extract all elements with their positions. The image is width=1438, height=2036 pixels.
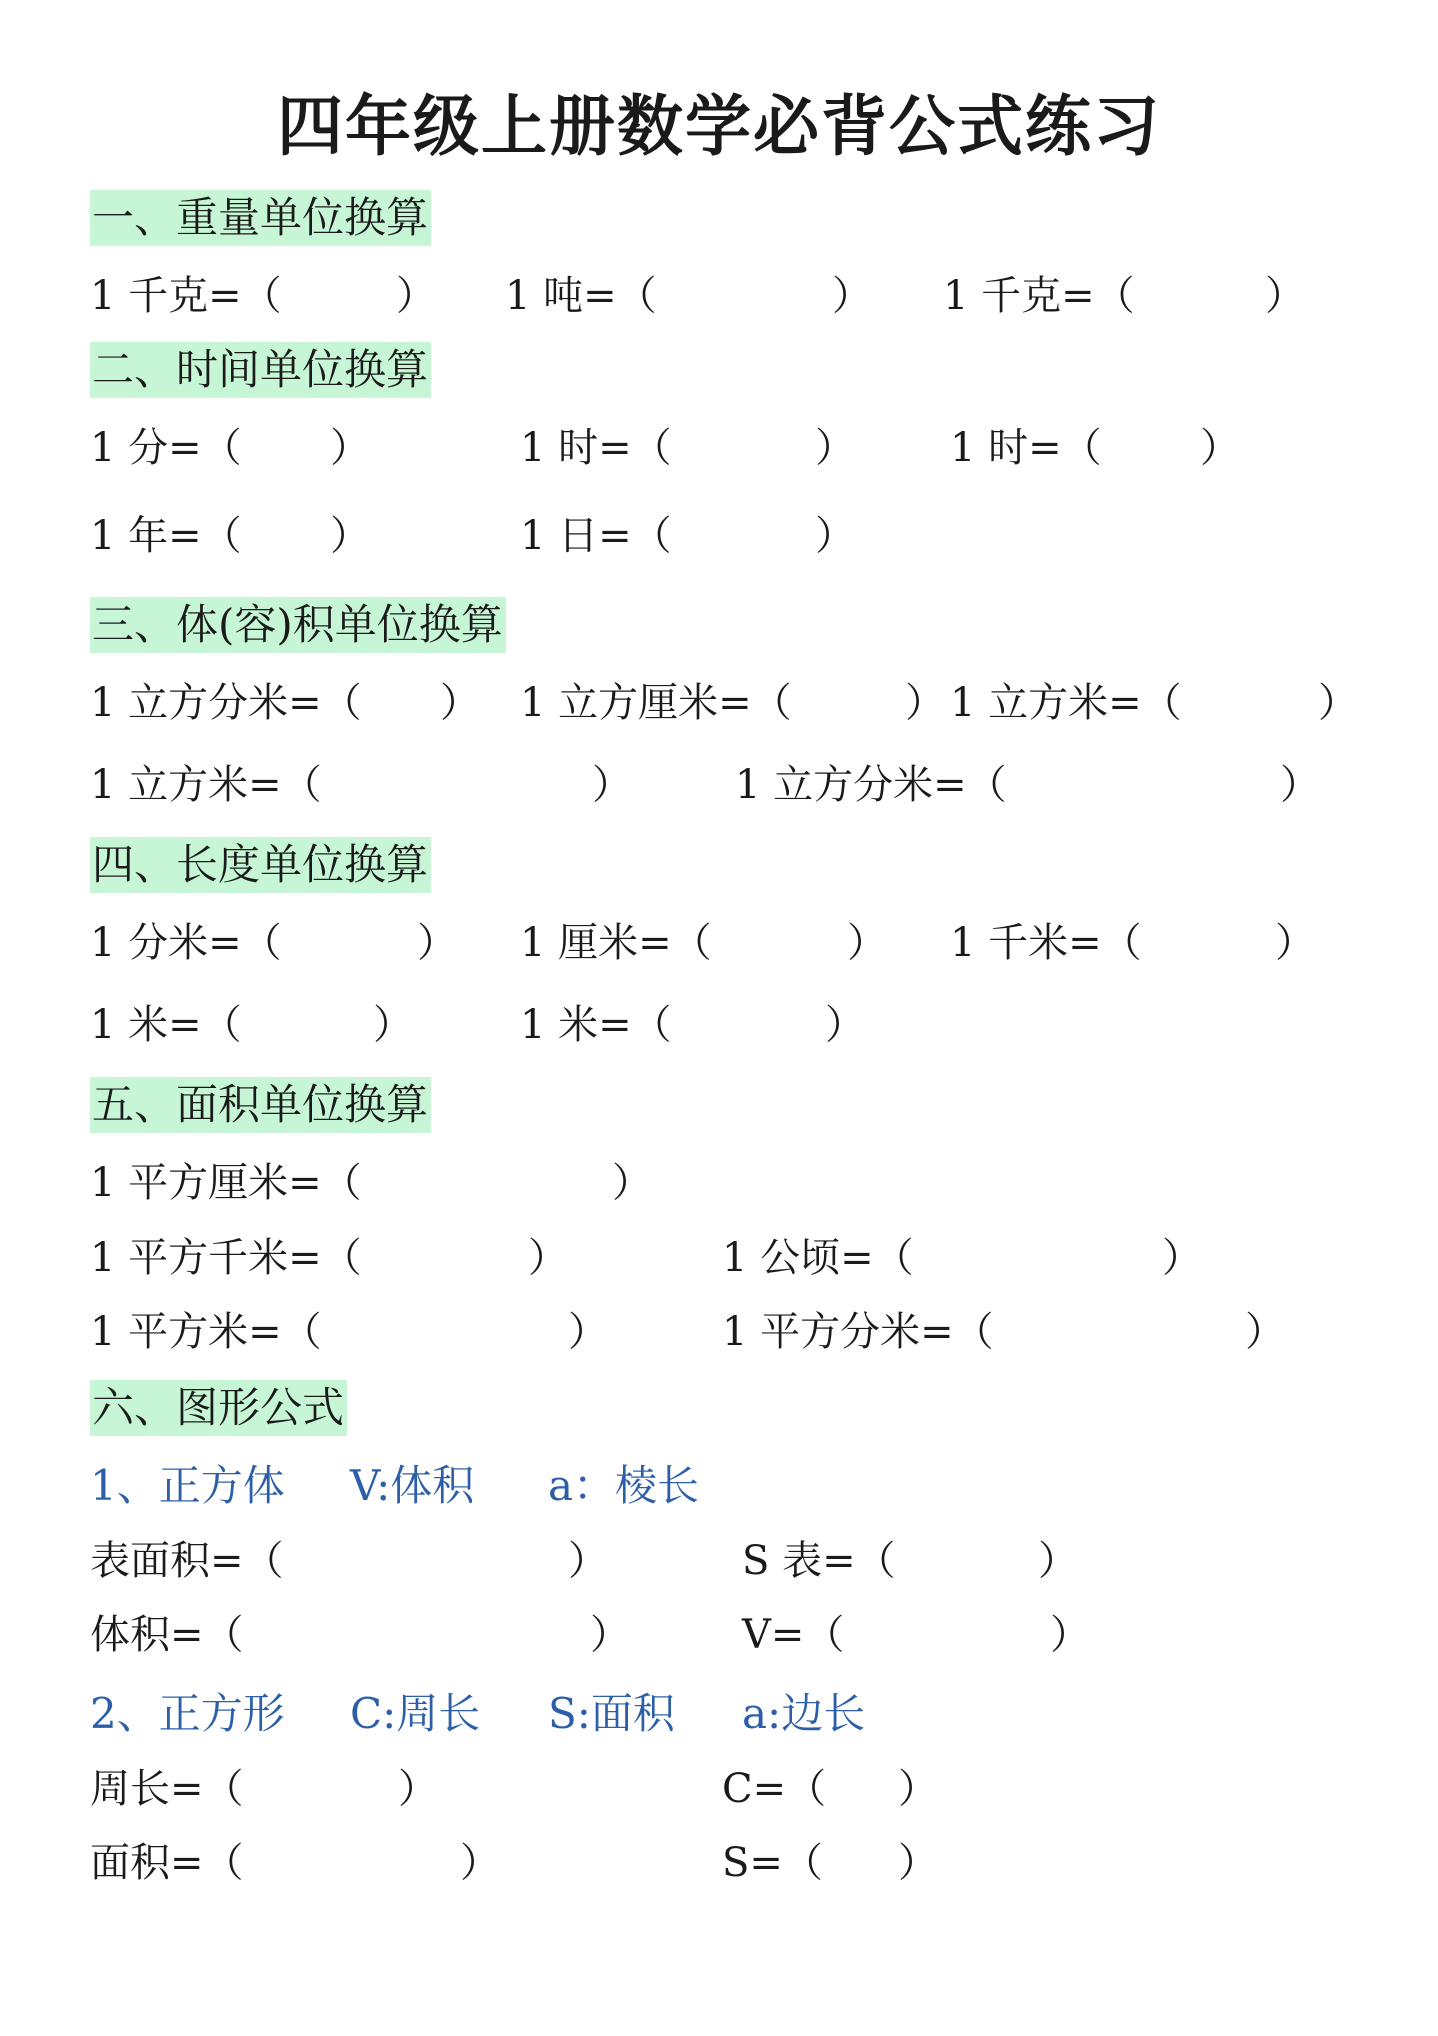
close-paren: ） (815, 425, 855, 471)
formula-label: 体积=（ (90, 1612, 244, 1658)
item-label: 1 立方厘米=（ (520, 680, 792, 726)
shape-cube-volume-legend: V:体积 (350, 1461, 475, 1510)
close-paren: ） (847, 920, 887, 966)
close-paren: ） (1200, 425, 1240, 471)
formula-label: C=（ (722, 1766, 827, 1812)
close-paren: ） (1318, 680, 1358, 726)
close-paren: ） (330, 425, 370, 471)
item-label: 1 平方厘米=（ (90, 1160, 362, 1206)
close-paren: ） (440, 680, 480, 726)
formula-label: 面积=（ (90, 1840, 244, 1886)
close-paren: ） (1245, 1309, 1285, 1355)
formula-label: S 表=（ (742, 1538, 896, 1584)
close-paren: ） (612, 1160, 652, 1206)
close-paren: ） (1162, 1235, 1202, 1281)
item-label: 1 平方米=（ (90, 1309, 322, 1355)
item-label: 1 日=（ (520, 513, 672, 559)
close-paren: ） (1265, 273, 1305, 319)
shape-square-perimeter-legend: C:周长 (350, 1689, 481, 1738)
close-paren: ） (373, 1002, 413, 1048)
close-paren: ） (398, 1766, 438, 1812)
item-label: 1 立方分米=（ (90, 680, 362, 726)
close-paren: ） (898, 1840, 938, 1886)
close-paren: ） (568, 1309, 608, 1355)
section-heading-time: 二、时间单位换算 (90, 342, 431, 398)
close-paren: ） (330, 513, 370, 559)
formula-label: 周长=（ (90, 1766, 244, 1812)
close-paren: ） (528, 1235, 568, 1281)
close-paren: ） (1280, 762, 1320, 808)
close-paren: ） (825, 1002, 865, 1048)
section-heading-length: 四、长度单位换算 (90, 837, 431, 893)
formula-label: S=（ (722, 1840, 823, 1886)
item-label: 1 米=（ (90, 1002, 242, 1048)
item-label: 1 米=（ (520, 1002, 672, 1048)
section-heading-area: 五、面积单位换算 (90, 1077, 431, 1133)
shape-cube-title: 1、正方体 (90, 1461, 285, 1510)
item-label: 1 厘米=（ (520, 920, 712, 966)
close-paren: ） (832, 273, 872, 319)
close-paren: ） (898, 1766, 938, 1812)
close-paren: ） (1038, 1538, 1078, 1584)
close-paren: ） (815, 513, 855, 559)
item-label: 1 千米=（ (950, 920, 1142, 966)
section-heading-volume: 三、体(容)积单位换算 (90, 597, 506, 653)
close-paren: ） (1050, 1612, 1090, 1658)
item-label: 1 千克=（ (943, 273, 1135, 319)
formula-label: V=（ (742, 1612, 845, 1658)
item-label: 1 年=（ (90, 513, 242, 559)
item-label: 1 平方分米=（ (722, 1309, 994, 1355)
section-heading-shapes: 六、图形公式 (90, 1380, 347, 1436)
close-paren: ） (568, 1538, 608, 1584)
item-label: 1 平方千米=（ (90, 1235, 362, 1281)
item-label: 1 立方分米=（ (735, 762, 1007, 808)
close-paren: ） (396, 273, 436, 319)
item-label: 1 时=（ (950, 425, 1102, 471)
close-paren: ） (590, 1612, 630, 1658)
item-label: 1 时=（ (520, 425, 672, 471)
close-paren: ） (905, 680, 945, 726)
item-label: 1 吨=（ (505, 273, 657, 319)
shape-square-area-legend: S:面积 (548, 1689, 675, 1738)
close-paren: ） (592, 762, 632, 808)
item-label: 1 立方米=（ (90, 762, 322, 808)
close-paren: ） (460, 1840, 500, 1886)
item-label: 1 分=（ (90, 425, 242, 471)
shape-square-title: 2、正方形 (90, 1689, 285, 1738)
close-paren: ） (1275, 920, 1315, 966)
item-label: 1 分米=（ (90, 920, 282, 966)
section-heading-weight: 一、重量单位换算 (90, 190, 431, 246)
item-label: 1 千克=（ (90, 273, 282, 319)
page-title: 四年级上册数学必背公式练习 (277, 88, 1161, 165)
item-label: 1 公顷=（ (722, 1235, 914, 1281)
formula-label: 表面积=（ (90, 1538, 284, 1584)
shape-cube-edge-legend: a：棱长 (548, 1461, 700, 1510)
close-paren: ） (417, 920, 457, 966)
shape-square-side-legend: a:边长 (742, 1689, 866, 1738)
item-label: 1 立方米=（ (950, 680, 1182, 726)
